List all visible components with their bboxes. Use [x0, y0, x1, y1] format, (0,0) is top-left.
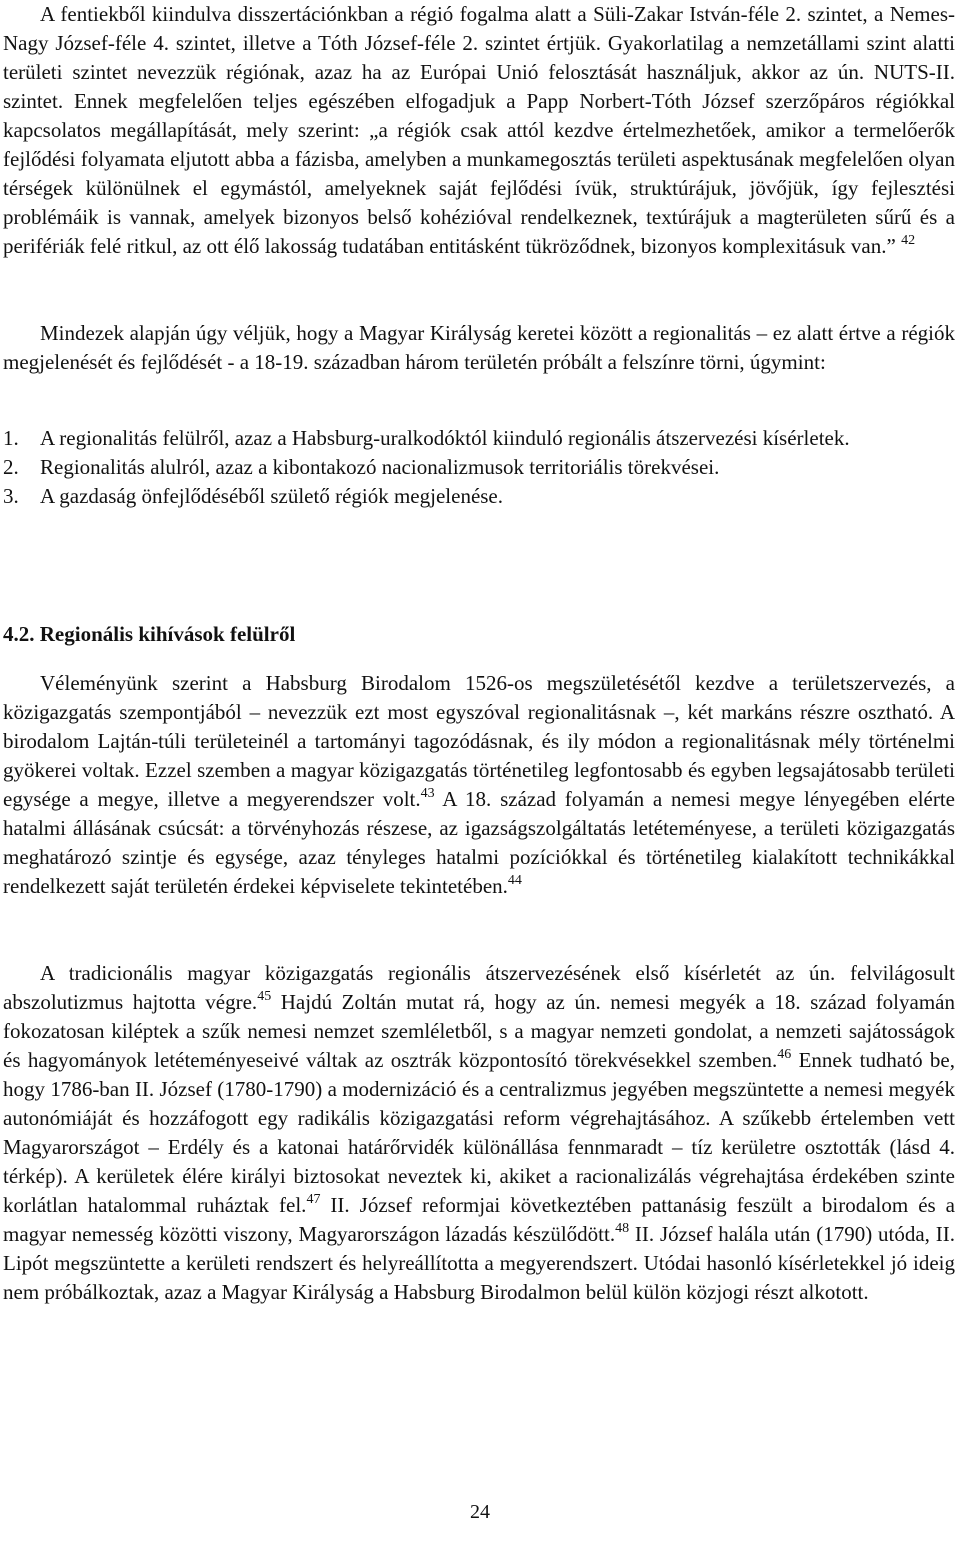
- footnote-ref-47[interactable]: 47: [306, 1192, 321, 1207]
- footnote-ref-43[interactable]: 43: [420, 786, 435, 801]
- footnote-ref-45[interactable]: 45: [257, 989, 272, 1004]
- footnote-ref-44[interactable]: 44: [507, 873, 522, 888]
- paragraph-text: II. József halála után (1790) utóda, II. Lipót megszüntette a kerületi rendszert és helyreállította a megyerendszert. Utódai hasonló kísérletekkel jó ideig nem próbálkoztak, azaz a Magyar Királyság a Habsburg Birodalmon belül külön közjogi részt alkotott.: [3, 1222, 955, 1304]
- paragraph-text: Hajdú Zoltán mutat rá, hogy az ún. nemesi megyék a 18. század folyamán fokozatosan kiléptek a szűk nemesi nemzet szemléletből, s a magyar nemzeti gondolat, a nemzeti sajátosságok és hagyományok letéteményeseivé váltak az osztrák központosító törekvésekkel szemben.: [3, 990, 955, 1072]
- paragraph-text: A fentiekből kiindulva disszertációnkban a régió fogalma alatt a Süli-Zakar István-féle 2. szintet, a Nemes-Nagy József-féle 4. szintet, illetve a Tóth József-féle 2. szintet értjük. Gyakorlatilag a nemzetállami szint alatti területi szintet nevezzük régiónak, azaz ha az Európai Unió felosztását használjuk, akkor az ún. NUTS-II. szintet. Ennek megfelelően teljes egészében elfogadjuk a Papp Norbert-Tóth József szerzőpáros régiókkal kapcsolatos megállapítását, mely szerint: „a régiók csak attól kezdve értelmezhetőek, amikor a termelőerők fejlődési folyamata eljutott abba a fázisba, amelyben a munkamegosztás területi aspektusának megfelelően olyan térségek különülnek el egymástól, amelyeknek saját fejlődési ívük, struktúrájuk, jövőjük, így fejlesztési problémáik is vannak, amelyek bizonyos belső kohézióval rendelkeznek, textúrájuk a magterületen sűrű és a perifériák felé ritkul, az ott élő lakosság tudatában entitásként tükröződnek, bizonyos komplexitásuk van.”: [3, 2, 955, 258]
- paragraph-text: A 18. század folyamán a nemesi megye lényegében elérte hatalmi állásának csúcsát: a törvényhozás részese, az igazságszolgáltatás letéteményese, a területi közigazgatás meghatározó szintje és egysége, azaz tényleges hatalmi pozíciókkal és történetileg kialakított technikákkal rendelkezett saját területén érdekei képviselete tekintetében.: [3, 787, 956, 898]
- list-item: [3, 453, 955, 482]
- footnote-ref-42[interactable]: 42: [901, 233, 916, 248]
- list-item-text: A gazdaság önfejlődéséből születő régiók megjelenése.: [40, 484, 504, 508]
- paragraph-region-definition: [3, 0, 955, 261]
- footnote-ref-46[interactable]: 46: [777, 1047, 792, 1062]
- list-item-number: 3.: [3, 484, 19, 508]
- list-item-text: A regionalitás felülről, azaz a Habsburg-uralkodóktól kiinduló regionális átszervezési kísérletek.: [40, 426, 850, 450]
- list-item-text: Regionalitás alulról, azaz a kibontakozó nacionalizmusok territoriális törekvései.: [40, 455, 720, 479]
- paragraph-text: A tradicionális magyar közigazgatás regionális átszervezésének első kísérletét az ún. felvilágosult abszolutizmus hajtotta végre.: [3, 961, 955, 1014]
- list-item-number: 2.: [3, 455, 19, 479]
- regionality-list: [3, 424, 955, 511]
- paragraph-text: II. József reformjai következtében pattanásig feszült a birodalom és a magyar nemesség közötti viszony, Magyarországon lázadás készülődött.: [3, 1193, 955, 1246]
- section-heading: 4.2. Regionális kihívások felülről: [3, 622, 296, 646]
- paragraph-text: Véleményünk szerint a Habsburg Birodalom 1526-os megszületésétől kezdve a területszervezés, a közigazgatás szempontjából – nevezzük ezt most egyszóval regionalitásnak –, két markáns részre osztható. A birodalom Lajtán-túli területeinél a tartományi tagozódásnak, és ily módon a regionalitásnak mély történelmi gyökerei voltak. Ezzel szemben a magyar közigazgatás történetileg legfontosabb és egyben legsajátosabb területi egysége a megye, illetve a megyerendszer volt.: [3, 671, 955, 811]
- page-number: 24: [470, 1501, 490, 1523]
- paragraph-text: Mindezek alapján úgy véljük, hogy a Magyar Királyság keretei között a regionalitás – ez alatt értve a régiók megjelenését és fejlődését - a 18-19. században három területén próbált a felszínre törni, úgymint:: [3, 321, 955, 374]
- paragraph-text: Ennek tudható be, hogy 1786-ban II. József (1780-1790) a modernizáció és a centralizmus jegyében megszüntette a nemesi megyék autonómiáját és hozzáfogott egy radikális közigazgatási reform végrehajtásához. A szűkebb értelemben vett Magyarországot – Erdély és a katonai határőrvidék különállása fennmaradt – tíz kerületre osztották (lásd 4. térkép). A kerületek élére királyi biztosokat neveztek ki, akiket a racionalizálás végrehajtása érdekében szinte korlátlan hatalommal ruháztak fel.: [3, 1048, 955, 1217]
- list-item: [3, 482, 955, 511]
- paragraph-regionality-intro: [3, 319, 955, 377]
- list-item-number: 1.: [3, 426, 19, 450]
- footnote-ref-48[interactable]: 48: [615, 1221, 630, 1236]
- paragraph-joseph-reform: [3, 959, 955, 1307]
- paragraph-habsburg-administration: [3, 669, 955, 901]
- list-item: [3, 424, 955, 453]
